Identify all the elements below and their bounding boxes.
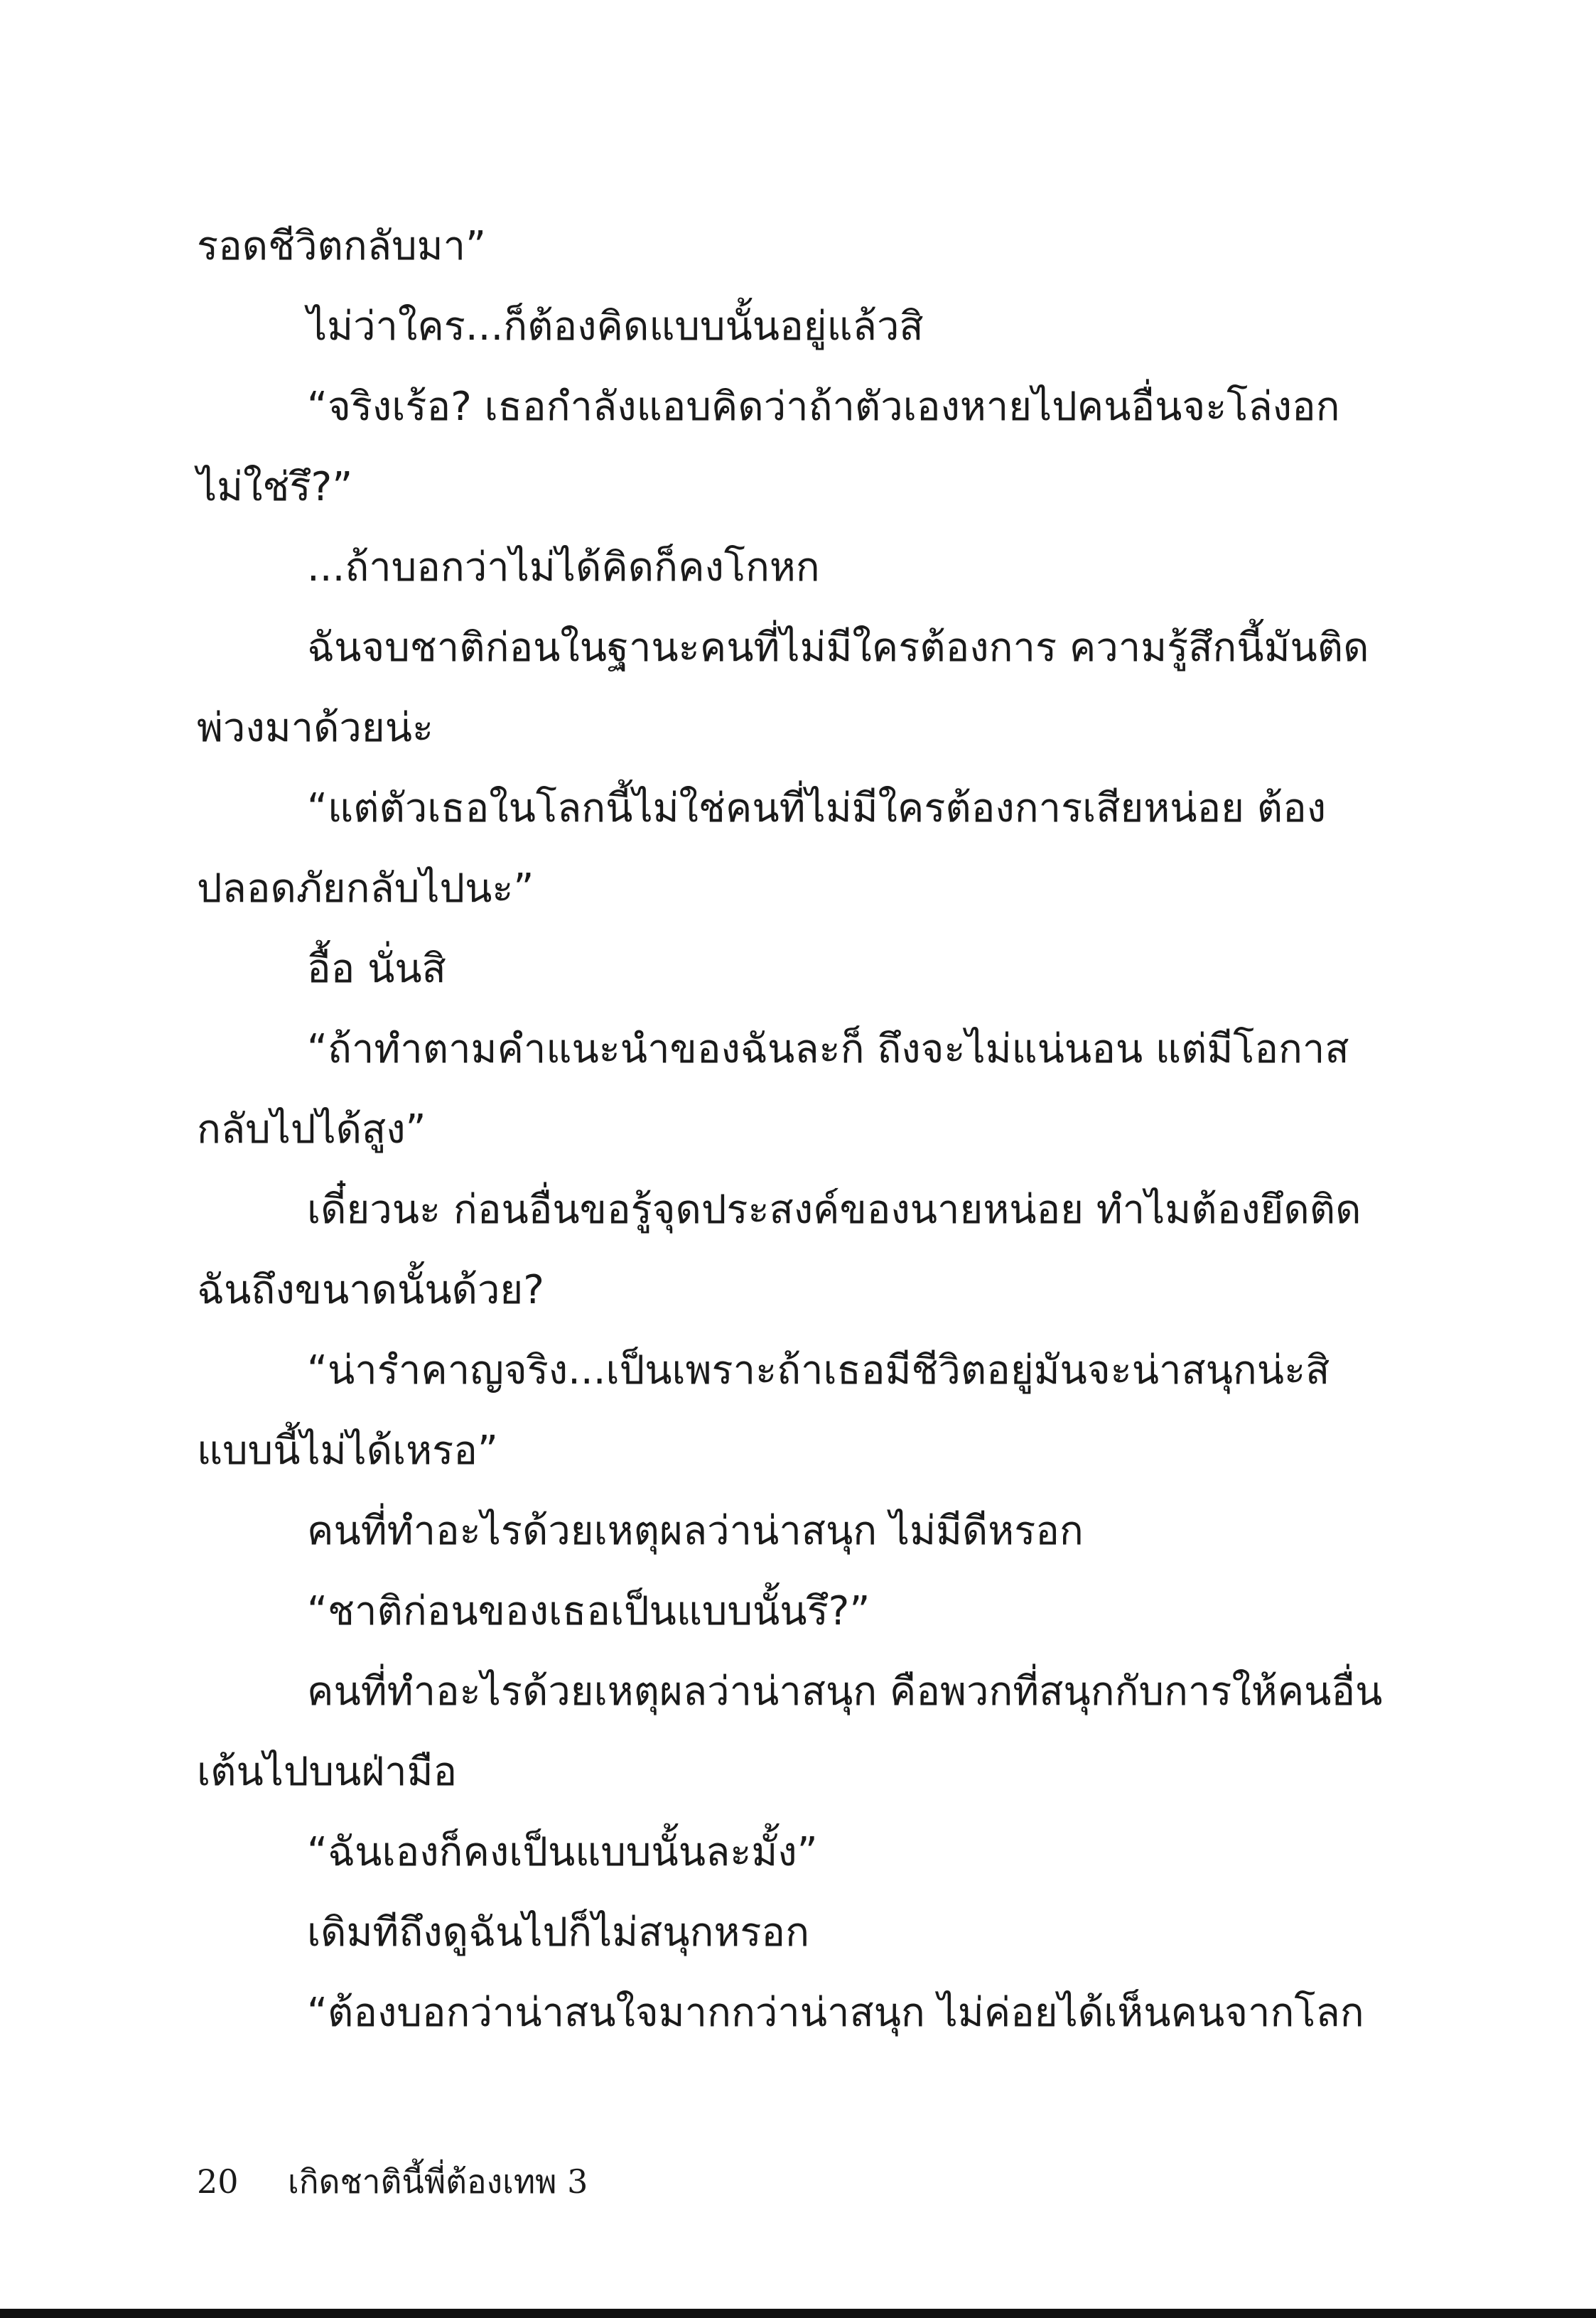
page-body [197, 206, 1383, 2053]
text-line: ไม่ว่าใคร...ก็ต้องคิดแบบนั้นอยู่แล้วสิ [307, 303, 924, 350]
text-line: กลับไปได้สูง” [197, 1106, 426, 1153]
bottom-border [0, 2309, 1596, 2318]
text-line: ฉันถึงขนาดนั้นด้วย? [197, 1267, 544, 1313]
text-line: “แต่ตัวเธอในโลกนี้ไม่ใช่คนที่ไม่มีใครต้องการเสียหน่อย ต้อง [307, 785, 1327, 831]
text-line: พ่วงมาด้วยน่ะ [197, 705, 434, 751]
text-line: ...ถ้าบอกว่าไม่ได้คิดก็คงโกหก [307, 544, 820, 591]
text-line: คนที่ทำอะไรด้วยเหตุผลว่าน่าสนุก คือพวกที่สนุกกับการให้คนอื่น [307, 1669, 1383, 1715]
page-number: 20 [197, 2162, 239, 2201]
text-line: เดี๋ยวนะ ก่อนอื่นขอรู้จุดประสงค์ของนายหน่อย ทำไมต้องยึดติด [307, 1187, 1362, 1233]
text-line: เต้นไปบนฝ่ามือ [197, 1749, 458, 1795]
text-line: เดิมทีถึงดูฉันไปก็ไม่สนุกหรอก [307, 1909, 809, 1956]
text-line: คนที่ทำอะไรด้วยเหตุผลว่าน่าสนุก ไม่มีดีหรอก [307, 1508, 1084, 1554]
text-line: รอดชีวิตกลับมา” [197, 223, 487, 269]
text-line: อื้อ นั่นสิ [307, 946, 446, 992]
text-line: “จริงเร้อ? เธอกำลังแอบคิดว่าถ้าตัวเองหายไปคนอื่นจะโล่งอก [307, 384, 1340, 430]
text-line: ฉันจบชาติก่อนในฐานะคนที่ไม่มีใครต้องการ ความรู้สึกนี้มันติด [307, 625, 1369, 671]
page-footer [197, 2155, 588, 2209]
text-line: “ฉันเองก็คงเป็นแบบนั้นละมั้ง” [307, 1829, 818, 1875]
text-line: ปลอดภัยกลับไปนะ” [197, 866, 534, 912]
text-line: “ต้องบอกว่าน่าสนใจมากกว่าน่าสนุก ไม่ค่อยได้เห็นคนจากโลก [307, 1990, 1364, 2036]
text-line: “ถ้าทำตามคำแนะนำของฉันละก็ ถึงจะไม่แน่นอน แต่มีโอกาส [307, 1026, 1349, 1072]
text-line: “ชาติก่อนของเธอเป็นแบบนั้นรึ?” [307, 1588, 870, 1634]
book-title: เกิดชาตินี้พี่ต้องเทพ 3 [288, 2162, 588, 2201]
text-line: แบบนี้ไม่ได้เหรอ” [197, 1428, 498, 1474]
text-line: ไม่ใช่รึ?” [197, 464, 353, 510]
text-line: “น่ารำคาญจริง...เป็นเพราะถ้าเธอมีชีวิตอยู่มันจะน่าสนุกน่ะสิ [307, 1347, 1330, 1394]
